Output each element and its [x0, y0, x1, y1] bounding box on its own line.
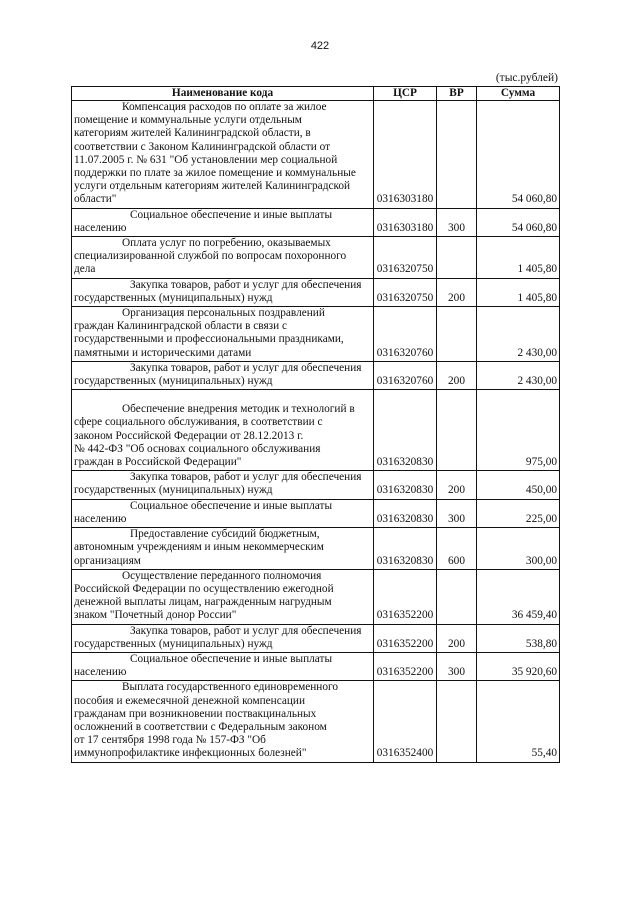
table-row [72, 361, 560, 389]
row-csr: 0316352200 [374, 569, 437, 624]
row-name-line: законом Российской Федерации от 28.12.2013 г. [74, 429, 304, 442]
row-sum: 1 405,80 [477, 237, 560, 279]
row-name-line: дела [74, 263, 96, 276]
row-name [72, 361, 374, 389]
row-name [72, 237, 374, 279]
row-name-line: Закупка товаров, работ и услуг для обеспечения [130, 471, 362, 484]
row-name-line: государственных (муниципальных) нужд [74, 291, 273, 304]
row-csr: 0316303180 [374, 208, 437, 236]
row-name [72, 528, 374, 570]
row-vr: 200 [437, 361, 477, 389]
row-csr: 0316320760 [374, 361, 437, 389]
row-vr: 300 [437, 652, 477, 680]
row-name-line: категориям жителей Калининградской области, в [74, 127, 311, 140]
table-row [72, 624, 560, 652]
row-name-line: Социальное обеспечение и иные выплаты [130, 652, 333, 665]
header-csr: ЦСР [374, 87, 437, 101]
row-csr: 0316320750 [374, 237, 437, 279]
row-name-line: граждан в Российской Федерации" [74, 456, 242, 469]
row-sum: 538,80 [477, 624, 560, 652]
row-name [72, 499, 374, 527]
table-row [72, 278, 560, 306]
row-name-line: Российской Федерации по осуществлению ежегодной [74, 582, 334, 595]
row-csr: 0316352400 [374, 681, 437, 762]
row-name-line: иммунопрофилактике инфекционных болезней" [74, 747, 307, 760]
row-name [72, 681, 374, 762]
row-csr: 0316320830 [374, 528, 437, 570]
row-name-line: Компенсация расходов по оплате за жилое [122, 101, 327, 113]
row-name-line: граждан Калининградской области в связи с [74, 320, 288, 333]
row-name [72, 471, 374, 499]
row-name-line: области" [74, 193, 117, 206]
row-vr [437, 390, 477, 471]
row-top-spacer [74, 390, 371, 403]
row-sum: 2 430,00 [477, 307, 560, 362]
row-name-line: Предоставление субсидий бюджетным, [130, 528, 320, 541]
row-name-line: гражданам при возникновении поствакцинальных [74, 707, 317, 720]
row-vr: 300 [437, 499, 477, 527]
row-name-line: осложнений в соответствии с Федеральным законом [74, 720, 327, 733]
table-row [72, 101, 560, 209]
row-name-line: № 442-ФЗ "Об основах социального обслуживания [74, 442, 321, 455]
row-name [72, 390, 374, 471]
row-name-line: Обеспечение внедрения методик и технологий в [122, 403, 355, 416]
row-csr: 0316352200 [374, 624, 437, 652]
row-name [72, 208, 374, 236]
table-row [72, 237, 560, 279]
row-csr: 0316320830 [374, 471, 437, 499]
row-sum: 450,00 [477, 471, 560, 499]
header-sum: Сумма [477, 87, 560, 101]
table-row [72, 681, 560, 762]
row-name [72, 569, 374, 624]
row-name-line: государственных (муниципальных) нужд [74, 484, 273, 497]
units-label: (тыс.рублей) [495, 72, 558, 84]
row-vr [437, 569, 477, 624]
row-sum: 54 060,80 [477, 101, 560, 209]
table-row [72, 569, 560, 624]
budget-table [71, 86, 560, 763]
row-name-line: сфере социального обслуживания, в соответствии с [74, 416, 323, 429]
row-sum: 2 430,00 [477, 361, 560, 389]
row-sum: 225,00 [477, 499, 560, 527]
row-csr: 0316352200 [374, 652, 437, 680]
row-name-line: знаком "Почетный донор России" [74, 609, 237, 622]
row-name-line: помещение и коммунальные услуги отдельным [74, 114, 302, 127]
row-sum: 36 459,40 [477, 569, 560, 624]
row-name [72, 307, 374, 362]
table-row [72, 499, 560, 527]
page-number: 422 [310, 40, 330, 52]
table-row [72, 307, 560, 362]
row-name-line: услуги отдельным категориям жителей Калининградской [74, 180, 351, 193]
row-sum: 54 060,80 [477, 208, 560, 236]
row-name-line: Оплата услуг по погребению, оказываемых [122, 237, 331, 250]
row-name [72, 101, 374, 209]
row-name-line: специализированной службой по вопросам похоронного [74, 250, 347, 263]
row-name-line: населению [74, 221, 127, 234]
row-vr: 200 [437, 471, 477, 499]
table-row [72, 471, 560, 499]
row-csr: 0316320750 [374, 278, 437, 306]
row-vr: 600 [437, 528, 477, 570]
row-name-line: автономным учреждениям и иным некоммерческим [74, 541, 324, 554]
row-name [72, 652, 374, 680]
row-vr: 200 [437, 624, 477, 652]
row-name-line: населению [74, 666, 127, 679]
row-vr: 200 [437, 278, 477, 306]
row-name-line: Выплата государственного единовременного [122, 681, 338, 694]
row-name-line: Осуществление переданного полномочия [122, 569, 322, 582]
row-name-line: Закупка товаров, работ и услуг для обеспечения [130, 361, 362, 374]
table-row [72, 390, 560, 471]
row-name-line: государственными и профессиональными праздниками, [74, 333, 344, 346]
row-vr [437, 307, 477, 362]
row-csr: 0316320830 [374, 499, 437, 527]
row-name-line: организациям [74, 554, 141, 567]
row-sum: 1 405,80 [477, 278, 560, 306]
row-name-line: государственных (муниципальных) нужд [74, 637, 273, 650]
table-header-row [72, 87, 560, 101]
row-sum: 300,00 [477, 528, 560, 570]
row-name-line: денежной выплаты лицам, награжденным нагрудным [74, 596, 332, 609]
row-vr [437, 237, 477, 279]
row-csr: 0316320830 [374, 390, 437, 471]
row-name [72, 624, 374, 652]
row-csr: 0316320760 [374, 307, 437, 362]
table-row [72, 652, 560, 680]
row-name-line: пособия и ежемесячной денежной компенсации [74, 694, 306, 707]
row-sum: 35 920,60 [477, 652, 560, 680]
row-name-line: Социальное обеспечение и иные выплаты [130, 208, 333, 221]
row-sum: 975,00 [477, 390, 560, 471]
row-name-line: памятными и историческими датами [74, 346, 252, 359]
row-sum: 55,40 [477, 681, 560, 762]
header-vr: ВР [437, 87, 477, 101]
row-name-line: Организация персональных поздравлений [122, 307, 325, 320]
row-name-line: соответствии с Законом Калининградской области от [74, 140, 331, 153]
row-name [72, 278, 374, 306]
row-name-line: Закупка товаров, работ и услуг для обеспечения [130, 624, 362, 637]
row-vr [437, 101, 477, 209]
row-vr: 300 [437, 208, 477, 236]
row-name-line: Социальное обеспечение и иные выплаты [130, 499, 333, 512]
table-row [72, 208, 560, 236]
row-name-line: от 17 сентября 1998 года № 157-ФЗ "Об [74, 734, 266, 747]
row-name-line: поддержки по плате за жилое помещение и коммунальные [74, 167, 356, 180]
header-name: Наименование кода [72, 87, 374, 101]
row-vr [437, 681, 477, 762]
row-csr: 0316303180 [374, 101, 437, 209]
row-name-line: 11.07.2005 г. № 631 "Об установлении мер социальной [74, 153, 338, 166]
row-name-line: государственных (муниципальных) нужд [74, 375, 273, 388]
table-row [72, 528, 560, 570]
row-name-line: Закупка товаров, работ и услуг для обеспечения [130, 278, 362, 291]
row-name-line: населению [74, 512, 127, 525]
